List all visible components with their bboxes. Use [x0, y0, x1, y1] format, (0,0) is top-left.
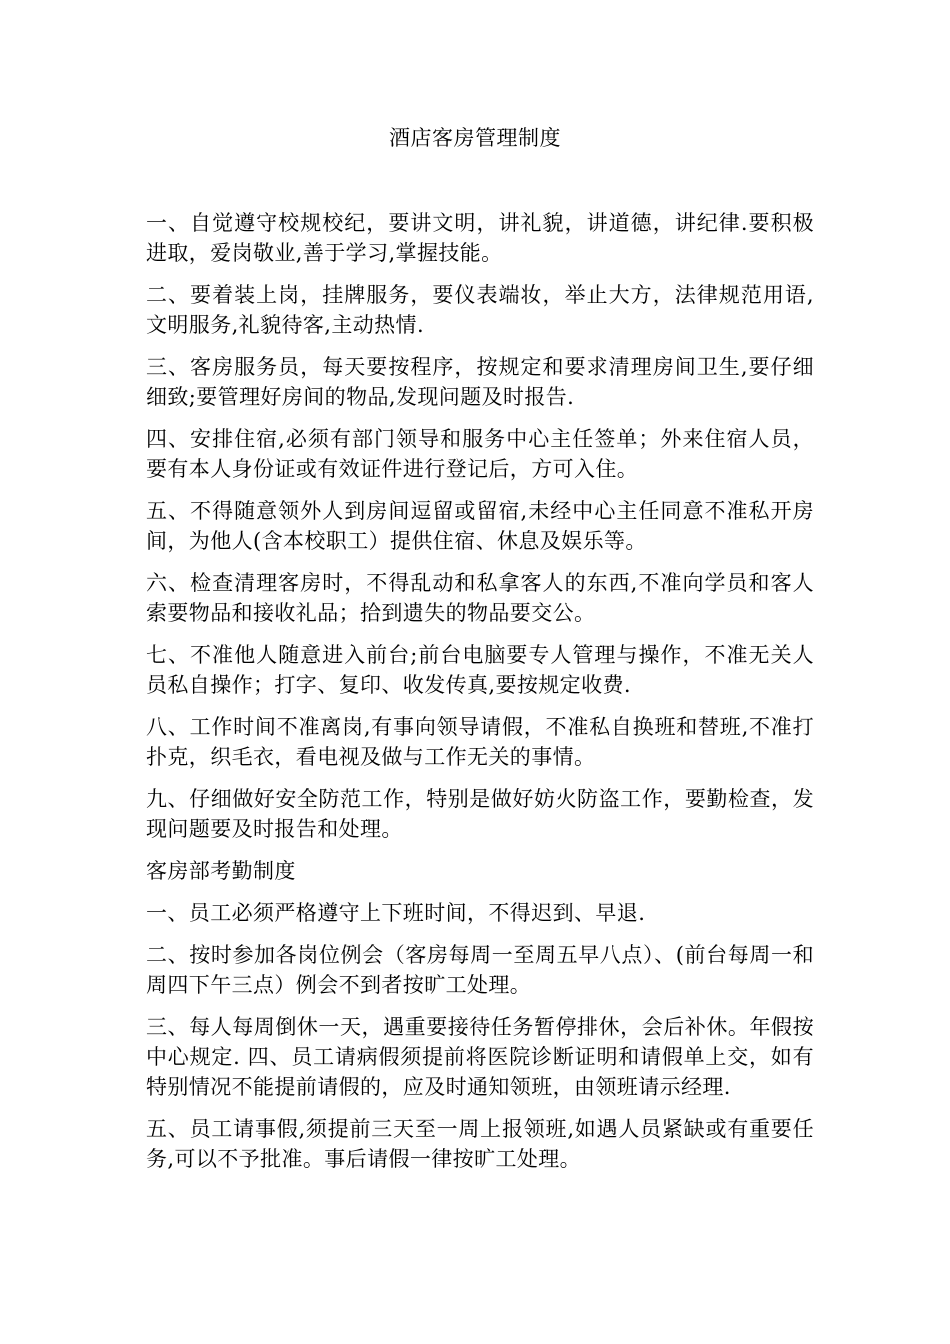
attendance-paragraph-1: 一、员工必须严格遵守上下班时间，不得迟到、早退.	[146, 901, 646, 925]
rule-paragraph-2: 二、要着装上岗，挂牌服务，要仪表端妆，举止大方，法律规范用语,文明服务,礼貌待客,主动热情.	[146, 283, 814, 337]
attendance-paragraph-4: 五、员工请事假,须提前三天至一周上报领班,如遇人员紧缺或有重要任务,可以不予批准。事后请假一律按旷工处理。	[146, 1117, 814, 1171]
attendance-paragraph-3: 三、每人每周倒休一天，遇重要接待任务暂停排休，会后补休。年假按中心规定. 四、员工请病假须提前将医院诊断证明和请假单上交，如有特别情况不能提前请假的，应及时通知领班，由领班请示经理.	[146, 1015, 814, 1099]
rule-paragraph-6: 六、检查清理客房时，不得乱动和私拿客人的东西,不准向学员和客人索要物品和接收礼品；拾到遗失的物品要交公。	[146, 571, 814, 625]
rule-paragraph-1: 一、自觉遵守校规校纪，要讲文明，讲礼貌，讲道德，讲纪律.要积极进取，爱岗敬业,善于学习,掌握技能。	[146, 211, 814, 265]
attendance-paragraph-2: 二、按时参加各岗位例会（客房每周一至周五早八点）、(前台每周一和周四下午三点）例会不到者按旷工处理。	[146, 943, 814, 997]
rule-paragraph-5: 五、不得随意领外人到房间逗留或留宿,未经中心主任同意不准私开房间，为他人(含本校职工）提供住宿、休息及娱乐等。	[146, 499, 814, 553]
rule-paragraph-7: 七、不准他人随意进入前台;前台电脑要专人管理与操作，不准无关人员私自操作；打字、复印、收发传真,要按规定收费.	[146, 643, 814, 697]
rule-paragraph-8: 八、工作时间不准离岗,有事向领导请假，不准私自换班和替班,不准打扑克，织毛衣，看电视及做与工作无关的事情。	[146, 715, 814, 769]
document-title: 酒店客房管理制度	[389, 126, 561, 150]
document-body	[146, 208, 814, 1186]
attendance-section-heading: 客房部考勤制度	[146, 859, 296, 883]
rule-paragraph-9: 九、仔细做好安全防范工作，特别是做好妨火防盗工作，要勤检查，发现问题要及时报告和处理。	[146, 787, 814, 841]
rule-paragraph-4: 四、安排住宿,必须有部门领导和服务中心主任签单；外来住宿人员，要有本人身份证或有效证件进行登记后，方可入住。	[146, 427, 814, 481]
rule-paragraph-3: 三、客房服务员，每天要按程序，按规定和要求清理房间卫生,要仔细细致;要管理好房间的物品,发现问题及时报告.	[146, 355, 814, 409]
